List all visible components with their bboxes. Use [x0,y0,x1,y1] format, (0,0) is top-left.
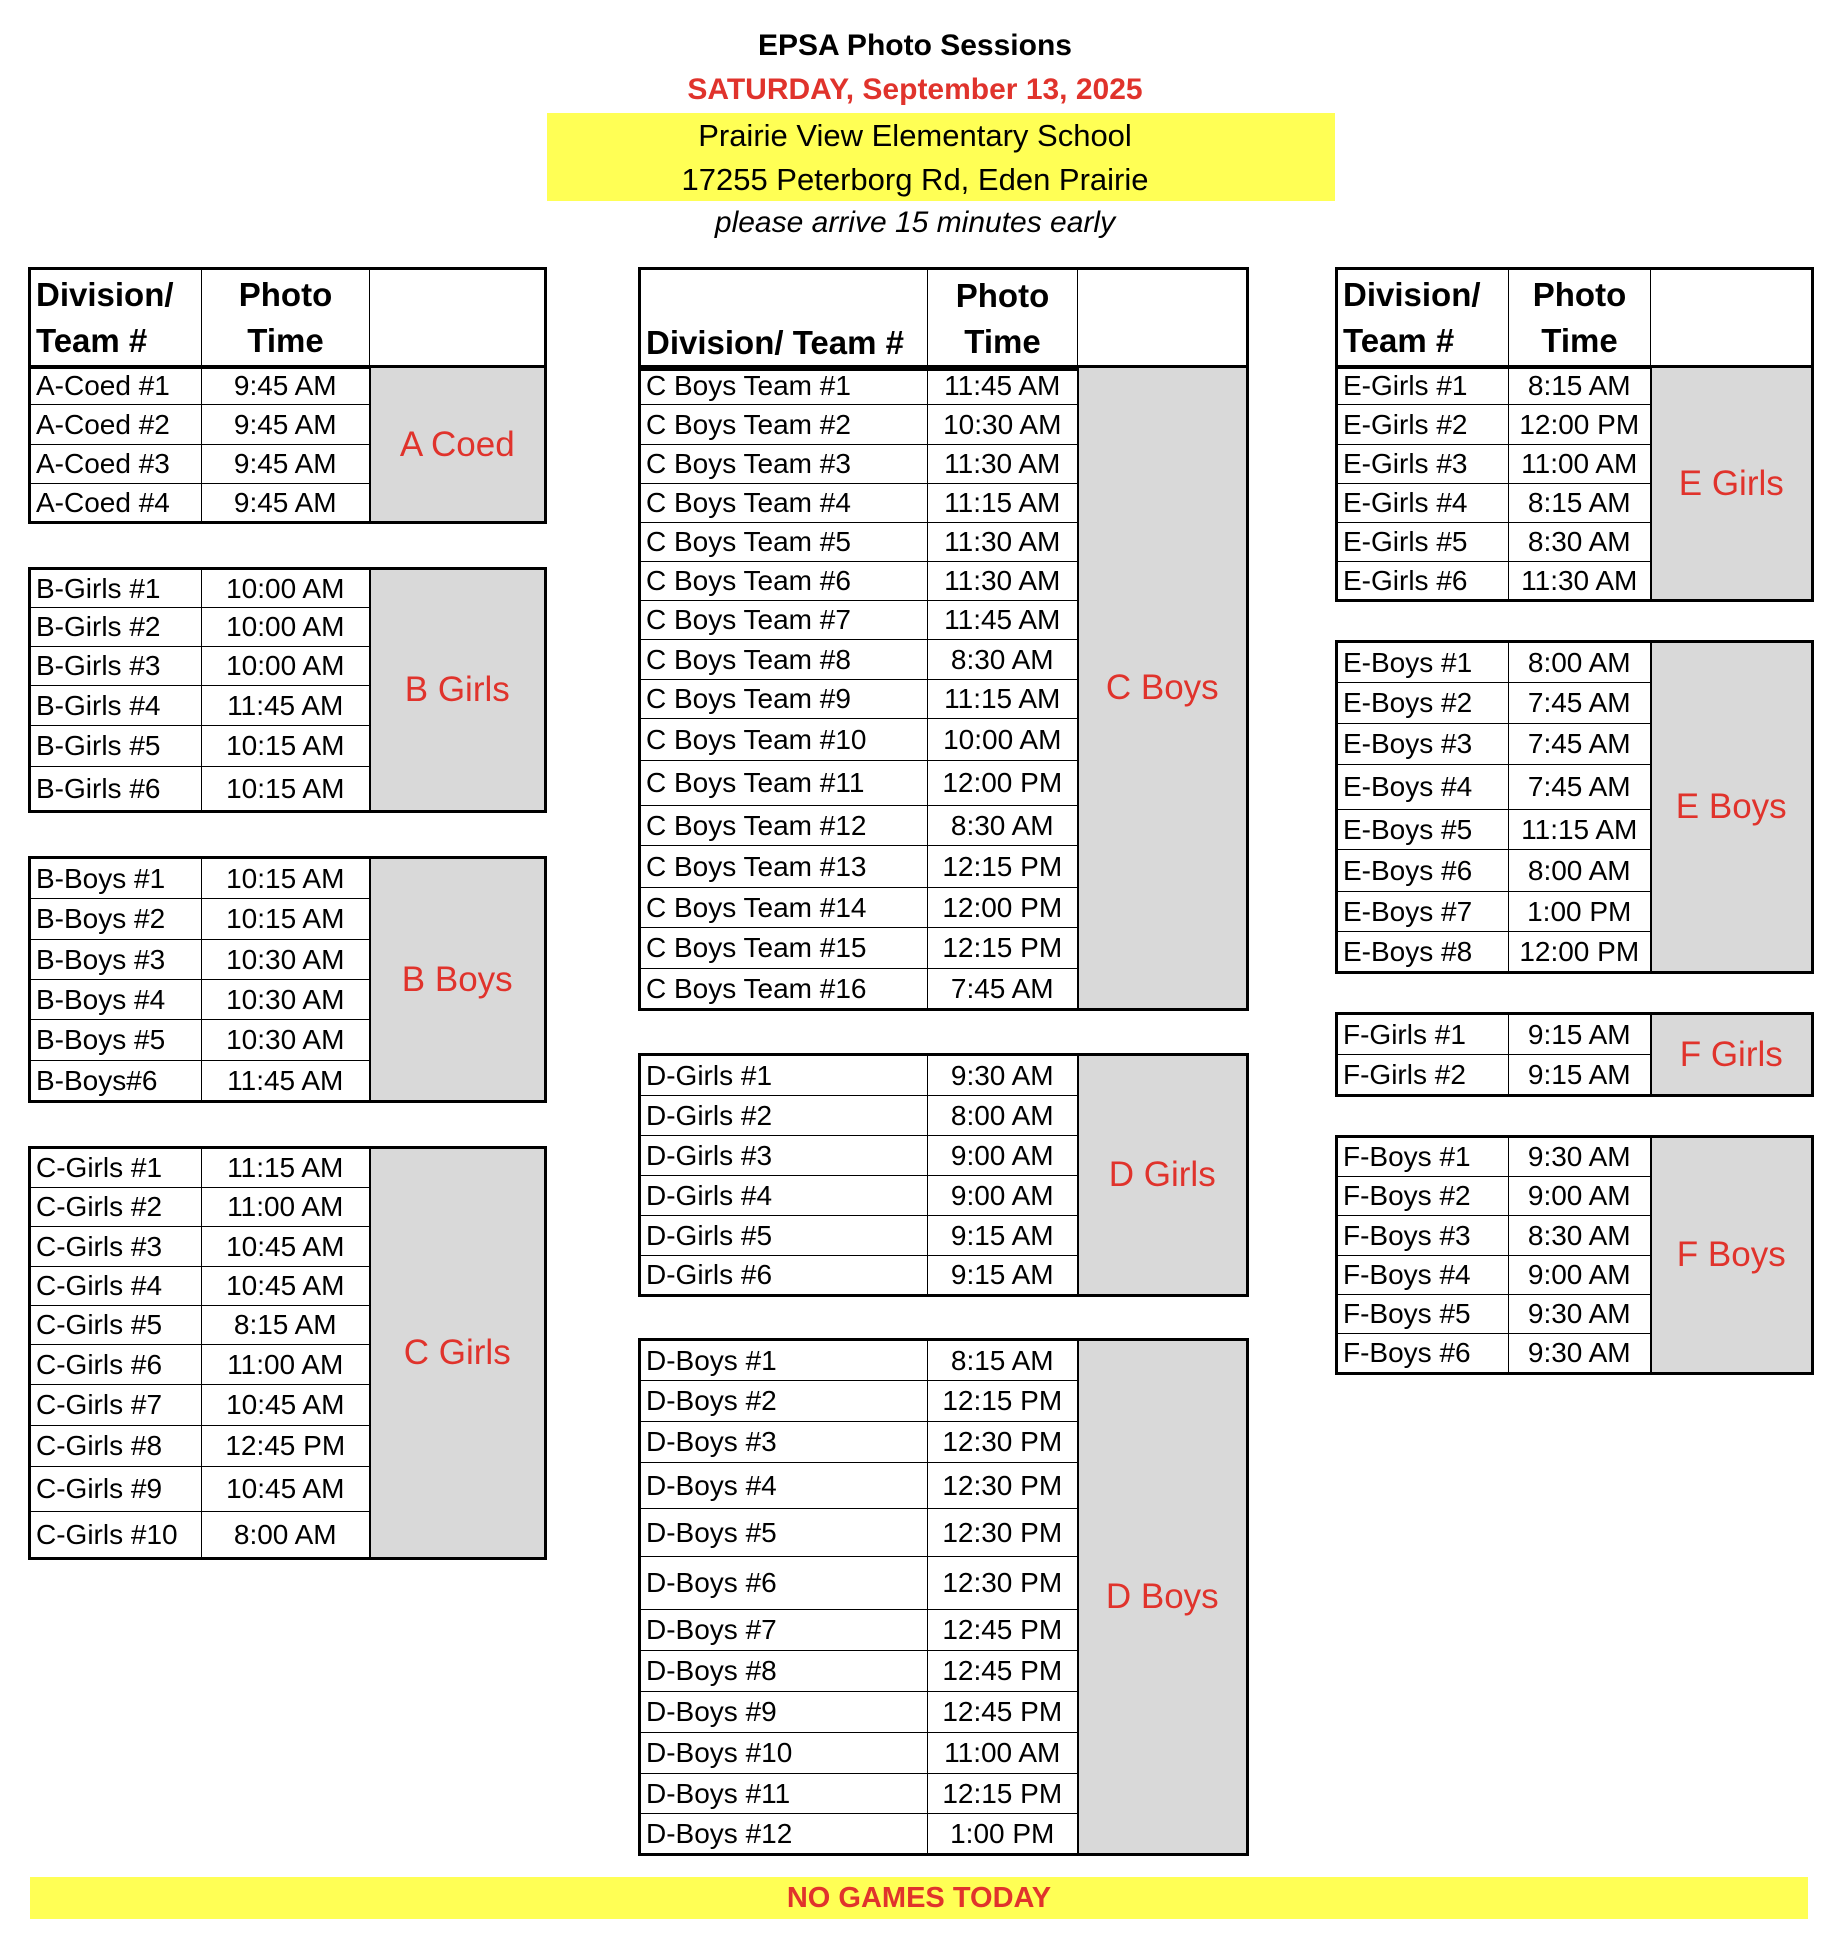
photo-time: 10:30 AM [202,980,370,1020]
photo-time: 12:45 PM [928,1692,1078,1733]
team-name: D-Girls #1 [640,1055,928,1096]
division-group-label: B Girls [370,569,546,812]
middle-schedule-column [638,267,1246,1849]
team-name: F-Boys #6 [1337,1334,1509,1374]
team-name: D-Boys #5 [640,1509,928,1557]
table-header [638,267,1249,371]
photo-time: 7:45 AM [1509,683,1651,724]
photo-time: 12:15 PM [928,1774,1078,1814]
header-blank [1078,269,1248,370]
photo-time: 12:00 PM [928,761,1078,806]
team-name: B-Boys #3 [30,940,202,980]
table-row [30,367,546,405]
team-name: E-Boys #3 [1337,724,1509,765]
photo-time: 10:30 AM [202,1020,370,1061]
photo-time: 10:00 AM [202,608,370,647]
team-name: C-Girls #3 [30,1227,202,1267]
table-row [30,569,546,608]
schedule-table [1335,1012,1814,1097]
photo-time: 9:45 AM [202,484,370,523]
schedule-table [28,567,547,813]
photo-time: 10:15 AM [202,899,370,940]
division-group-label: F Girls [1651,1014,1813,1096]
division-section [638,1053,1249,1297]
division-group-label: D Boys [1078,1340,1248,1855]
photo-time: 11:15 AM [1509,810,1651,850]
team-name: D-Girls #6 [640,1256,928,1296]
photo-time: 8:30 AM [928,806,1078,846]
photo-time: 9:15 AM [928,1216,1078,1256]
team-name: C Boys Team #14 [640,888,928,928]
photo-time: 11:00 AM [202,1188,370,1227]
photo-time: 8:30 AM [1509,1216,1651,1256]
team-name: B-Girls #6 [30,767,202,812]
photo-time: 12:30 PM [928,1509,1078,1557]
photo-time: 11:45 AM [202,686,370,726]
left-schedule-column [28,267,550,1550]
team-name: D-Girls #5 [640,1216,928,1256]
photo-time: 11:15 AM [202,1148,370,1188]
photo-time: 12:15 PM [928,846,1078,888]
table-row [30,1148,546,1188]
photo-time: 9:00 AM [928,1136,1078,1176]
schedule-table [1335,365,1814,602]
team-name: B-Boys #4 [30,980,202,1020]
team-name: F-Boys #2 [1337,1177,1509,1216]
photo-time: 10:00 AM [928,719,1078,761]
photo-time: 8:00 AM [928,1096,1078,1136]
team-name: C Boys Team #12 [640,806,928,846]
photo-time: 11:45 AM [928,367,1078,405]
photo-time: 8:15 AM [1509,484,1651,523]
photo-time: 11:00 AM [202,1345,370,1385]
photo-time: 9:00 AM [928,1176,1078,1216]
photo-time: 7:45 AM [928,969,1078,1010]
photo-time: 12:15 PM [928,1381,1078,1422]
team-name: B-Boys#6 [30,1061,202,1102]
team-name: C-Girls #7 [30,1385,202,1426]
team-name: F-Girls #2 [1337,1055,1509,1096]
photo-time: 10:45 AM [202,1227,370,1267]
schedule-table [28,365,547,524]
photo-time: 9:30 AM [1509,1334,1651,1374]
team-name: E-Girls #2 [1337,405,1509,445]
photo-time: 12:30 PM [928,1557,1078,1610]
schedule-table [28,1146,547,1560]
team-name: E-Boys #5 [1337,810,1509,850]
division-section [28,365,547,524]
right-schedule-column [1335,267,1811,1368]
team-name: A-Coed #1 [30,367,202,405]
team-name: E-Girls #5 [1337,523,1509,562]
team-name: F-Boys #3 [1337,1216,1509,1256]
table-row [30,858,546,899]
table-row [640,367,1248,405]
team-name: C-Girls #1 [30,1148,202,1188]
schedule-table [638,365,1249,1011]
division-group-label: E Girls [1651,367,1813,601]
photo-time: 9:30 AM [1509,1137,1651,1177]
division-section [1335,1135,1814,1375]
team-name: E-Girls #4 [1337,484,1509,523]
division-group-label: A Coed [370,367,546,523]
division-section [1335,640,1814,974]
location-address: 17255 Peterborg Rd, Eden Prairie [681,162,1149,197]
event-date: SATURDAY, September 13, 2025 [687,73,1143,106]
photo-time: 9:15 AM [928,1256,1078,1296]
photo-time: 12:00 PM [928,888,1078,928]
team-name: D-Boys #6 [640,1557,928,1610]
photo-time: 12:45 PM [928,1610,1078,1651]
team-name: B-Boys #1 [30,858,202,899]
photo-time: 7:45 AM [1509,765,1651,810]
schedule-table [638,1053,1249,1297]
team-name: F-Boys #1 [1337,1137,1509,1177]
team-name: C Boys Team #7 [640,601,928,640]
table-header [28,267,547,369]
table-row [640,1055,1248,1096]
team-name: C Boys Team #13 [640,846,928,888]
photo-time: 11:00 AM [1509,445,1651,484]
header-photo-time: Photo Time [202,269,370,368]
division-section [638,365,1249,1011]
photo-time: 8:00 AM [1509,850,1651,892]
header-division-team: Division/ Team # [30,269,202,368]
photo-time: 8:30 AM [1509,523,1651,562]
team-name: D-Boys #10 [640,1733,928,1774]
team-name: B-Girls #5 [30,726,202,767]
page-title: EPSA Photo Sessions [758,29,1072,62]
photo-time: 10:45 AM [202,1385,370,1426]
team-name: D-Boys #2 [640,1381,928,1422]
schedule-table [638,1338,1249,1856]
photo-time: 10:15 AM [202,726,370,767]
photo-time: 7:45 AM [1509,724,1651,765]
photo-time: 10:45 AM [202,1267,370,1306]
photo-time: 11:30 AM [928,562,1078,601]
photo-time: 8:00 AM [202,1512,370,1559]
team-name: C Boys Team #4 [640,484,928,523]
photo-time: 8:15 AM [202,1306,370,1345]
division-group-label: B Boys [370,858,546,1102]
team-name: F-Boys #4 [1337,1256,1509,1295]
table-header [1335,267,1814,369]
division-section [28,1146,547,1560]
photo-time: 11:15 AM [928,680,1078,719]
photo-time: 11:30 AM [1509,562,1651,601]
photo-time: 11:45 AM [928,601,1078,640]
photo-time: 9:30 AM [928,1055,1078,1096]
team-name: D-Boys #11 [640,1774,928,1814]
photo-time: 1:00 PM [1509,892,1651,932]
photo-time: 10:30 AM [202,940,370,980]
team-name: A-Coed #4 [30,484,202,523]
division-group-label: F Boys [1651,1137,1813,1374]
photo-time: 11:30 AM [928,523,1078,562]
team-name: D-Boys #7 [640,1610,928,1651]
team-name: A-Coed #2 [30,405,202,445]
photo-time: 12:30 PM [928,1463,1078,1509]
team-name: E-Girls #1 [1337,367,1509,405]
table-row [1337,1014,1813,1055]
header-division-team: Division/ Team # [640,269,928,370]
team-name: B-Girls #2 [30,608,202,647]
photo-time: 9:30 AM [1509,1295,1651,1334]
photo-time: 12:45 PM [202,1426,370,1467]
table-row [1337,1137,1813,1177]
division-group-label: C Boys [1078,367,1248,1010]
photo-time: 9:45 AM [202,405,370,445]
team-name: C Boys Team #3 [640,445,928,484]
division-section [1335,1012,1814,1097]
team-name: D-Boys #8 [640,1651,928,1692]
division-section [1335,365,1814,602]
photo-time: 11:00 AM [928,1733,1078,1774]
division-section [28,567,547,813]
team-name: C Boys Team #2 [640,405,928,445]
photo-time: 12:00 PM [1509,405,1651,445]
schedule-table [1335,1135,1814,1375]
team-name: E-Boys #4 [1337,765,1509,810]
photo-time: 12:00 PM [1509,932,1651,973]
team-name: B-Boys #2 [30,899,202,940]
photo-time: 9:00 AM [1509,1177,1651,1216]
photo-time: 12:45 PM [928,1651,1078,1692]
photo-time: 10:15 AM [202,858,370,899]
photo-time: 8:30 AM [928,640,1078,680]
team-name: C-Girls #5 [30,1306,202,1345]
header-blank [370,269,546,368]
team-name: C-Girls #8 [30,1426,202,1467]
team-name: E-Boys #6 [1337,850,1509,892]
photo-time: 11:45 AM [202,1061,370,1102]
team-name: E-Boys #7 [1337,892,1509,932]
location-name: Prairie View Elementary School [698,118,1132,153]
team-name: B-Girls #4 [30,686,202,726]
team-name: C-Girls #9 [30,1467,202,1512]
team-name: D-Boys #12 [640,1814,928,1855]
team-name: B-Girls #3 [30,647,202,686]
photo-time: 9:45 AM [202,445,370,484]
team-name: D-Boys #9 [640,1692,928,1733]
photo-time: 9:15 AM [1509,1014,1651,1055]
schedule-table [28,856,547,1103]
photo-time: 10:00 AM [202,569,370,608]
photo-time: 8:15 AM [1509,367,1651,405]
team-name: F-Girls #1 [1337,1014,1509,1055]
photo-time: 11:30 AM [928,445,1078,484]
photo-time: 12:30 PM [928,1422,1078,1463]
photo-time: 10:45 AM [202,1467,370,1512]
photo-time: 10:00 AM [202,647,370,686]
table-row [640,1340,1248,1381]
table-row [1337,642,1813,683]
photo-time: 9:45 AM [202,367,370,405]
photo-time: 9:00 AM [1509,1256,1651,1295]
team-name: F-Boys #5 [1337,1295,1509,1334]
team-name: B-Boys #5 [30,1020,202,1061]
team-name: C Boys Team #1 [640,367,928,405]
team-name: C Boys Team #9 [640,680,928,719]
team-name: C-Girls #4 [30,1267,202,1306]
team-name: C Boys Team #15 [640,928,928,969]
team-name: C Boys Team #10 [640,719,928,761]
photo-time: 11:15 AM [928,484,1078,523]
photo-time: 8:15 AM [928,1340,1078,1381]
header-photo-time: Photo Time [1509,269,1651,368]
photo-time: 10:15 AM [202,767,370,812]
team-name: E-Girls #3 [1337,445,1509,484]
footer-banner: NO GAMES TODAY [30,1877,1808,1919]
team-name: E-Boys #2 [1337,683,1509,724]
photo-time: 1:00 PM [928,1814,1078,1855]
division-section [28,856,547,1103]
team-name: E-Boys #8 [1337,932,1509,973]
team-name: D-Boys #4 [640,1463,928,1509]
division-group-label: E Boys [1651,642,1813,973]
team-name: D-Girls #4 [640,1176,928,1216]
team-name: D-Boys #3 [640,1422,928,1463]
header-blank [1651,269,1813,368]
arrival-note: please arrive 15 minutes early [714,206,1116,239]
photo-time: 10:30 AM [928,405,1078,445]
team-name: B-Girls #1 [30,569,202,608]
team-name: C Boys Team #5 [640,523,928,562]
team-name: C Boys Team #16 [640,969,928,1010]
team-name: C-Girls #6 [30,1345,202,1385]
header-photo-time: Photo Time [928,269,1078,370]
team-name: D-Girls #2 [640,1096,928,1136]
division-section [638,1338,1249,1856]
schedule-table [1335,640,1814,974]
header-division-team: Division/ Team # [1337,269,1509,368]
division-group-label: C Girls [370,1148,546,1559]
photo-time: 9:15 AM [1509,1055,1651,1096]
photo-time: 8:00 AM [1509,642,1651,683]
table-row [1337,367,1813,405]
team-name: A-Coed #3 [30,445,202,484]
team-name: C-Girls #2 [30,1188,202,1227]
team-name: C-Girls #10 [30,1512,202,1559]
division-group-label: D Girls [1078,1055,1248,1296]
team-name: C Boys Team #8 [640,640,928,680]
team-name: D-Girls #3 [640,1136,928,1176]
team-name: C Boys Team #6 [640,562,928,601]
team-name: E-Girls #6 [1337,562,1509,601]
team-name: E-Boys #1 [1337,642,1509,683]
team-name: D-Boys #1 [640,1340,928,1381]
photo-time: 12:15 PM [928,928,1078,969]
team-name: C Boys Team #11 [640,761,928,806]
